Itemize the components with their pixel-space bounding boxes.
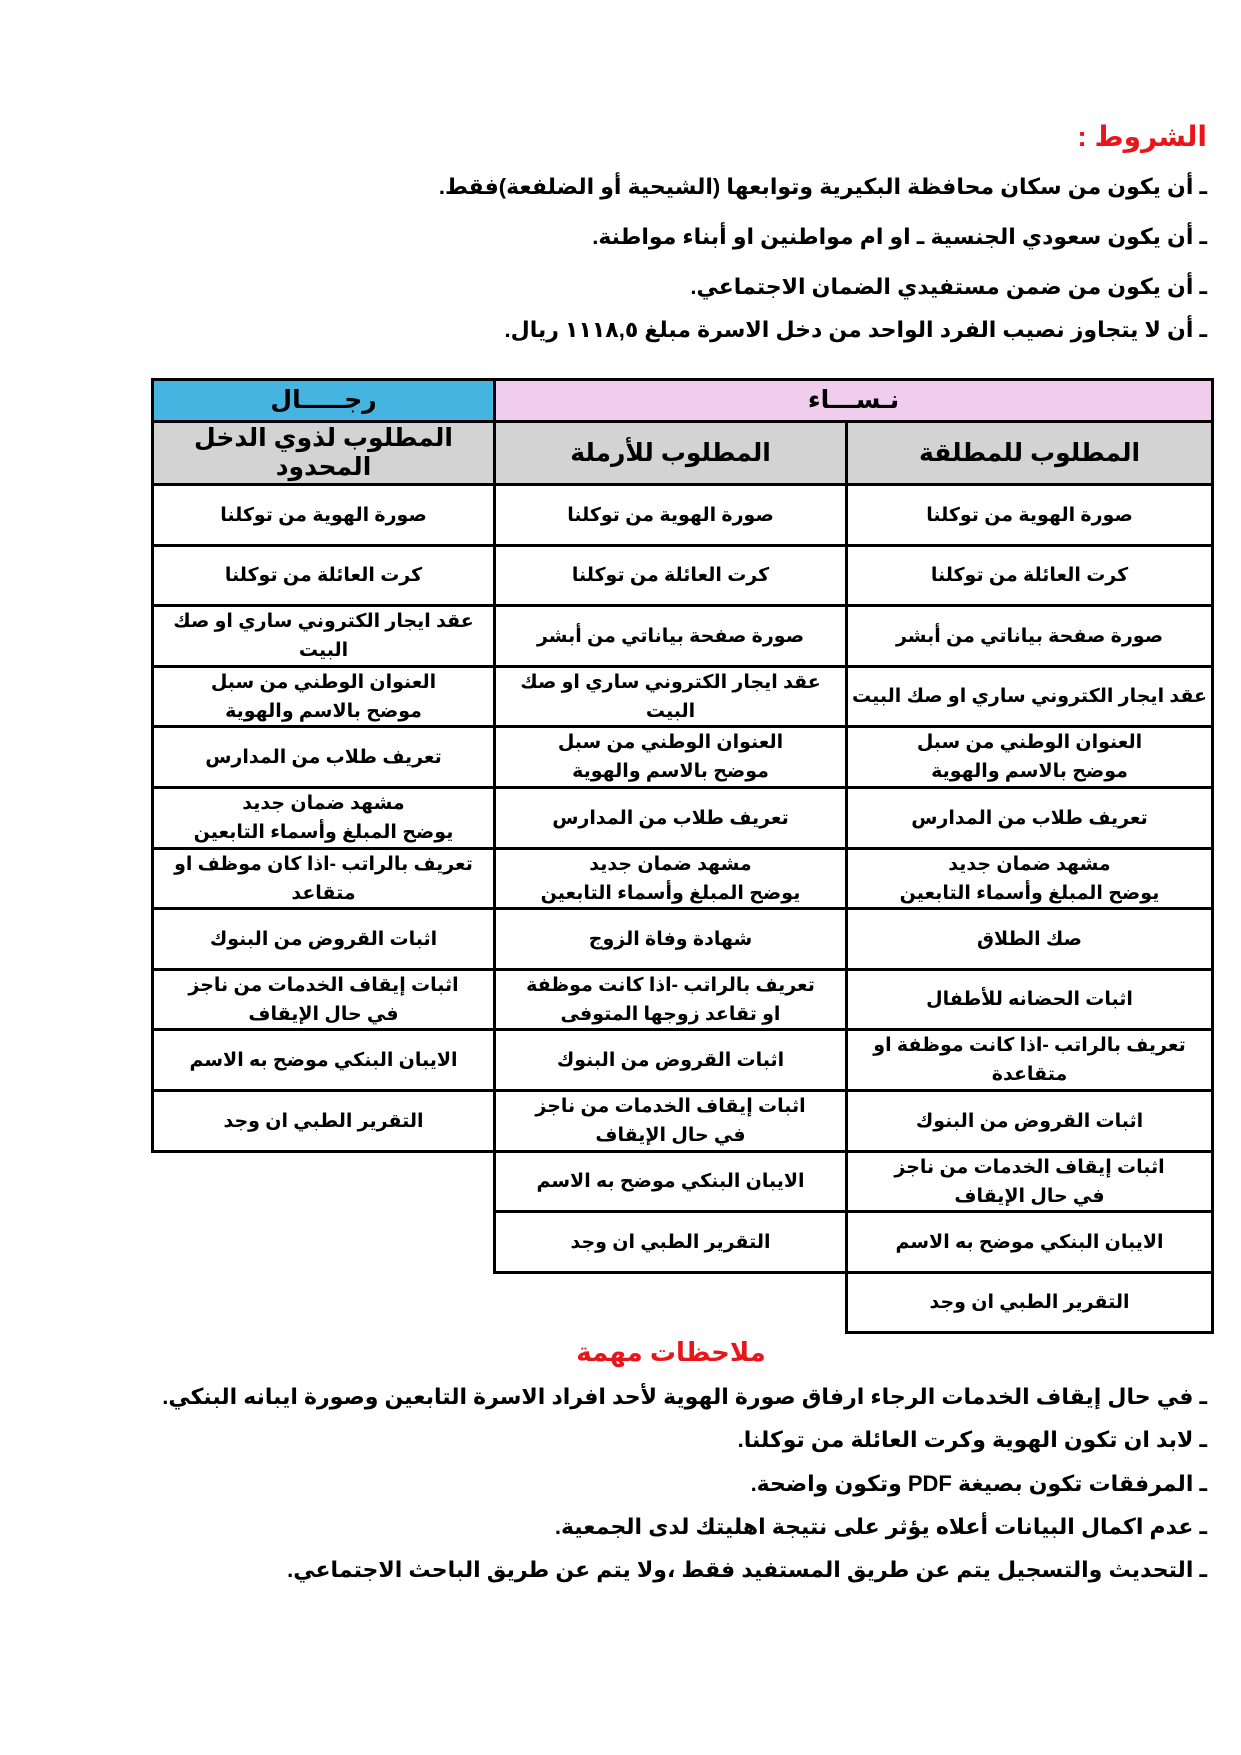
column-header: المطلوب للأرملة [493,420,848,486]
table-cell: الايبان البنكي موضح به الاسم [845,1210,1214,1274]
table-cell: العنوان الوطني من سبل موضح بالاسم والهوية [845,725,1214,789]
note-item: ـ في حال إيقاف الخدمات الرجاء ارفاق صورة الهوية لأحد افراد الاسرة التابعين وصورة ايبانه البنكي. [162,1384,1207,1409]
table-cell: تعريف طلاب من المدارس [845,786,1214,850]
table-cell: تعريف بالراتب -اذا كانت موظفة او متقاعدة [845,1028,1214,1092]
men-group-header: رجـــــال [151,378,496,423]
notes-title: ملاحظات مهمة [576,1337,766,1367]
column-header: المطلوب لذوي الدخل المحدود [151,420,496,486]
table-cell: شهادة وفاة الزوج [493,907,848,971]
table-cell: العنوان الوطني من سبل موضح بالاسم والهوية [151,665,496,728]
table-cell: عقد ايجار الكتروني ساري او صك البيت [493,665,848,728]
table-cell: التقرير الطبي ان وجد [151,1089,496,1153]
table-cell: كرت العائلة من توكلنا [845,544,1214,607]
table-cell: كرت العائلة من توكلنا [493,544,848,607]
table-cell: اثبات إيقاف الخدمات من ناجز في حال الإيقاف [845,1150,1214,1213]
table-cell: اثبات إيقاف الخدمات من ناجز في حال الإيقاف [493,1089,848,1153]
table-cell: التقرير الطبي ان وجد [845,1271,1214,1334]
table-cell: اثبات القروض من البنوك [845,1089,1214,1153]
table-cell: اثبات إيقاف الخدمات من ناجز في حال الإيقاف [151,968,496,1031]
table-cell: مشهد ضمان جديد يوضح المبلغ وأسماء التابعين [493,847,848,910]
table-cell: اثبات الحضانه للأطفال [845,968,1214,1031]
table-cell: عقد ايجار الكتروني ساري او صك البيت [151,604,496,668]
table-cell: عقد ايجار الكتروني ساري او صك البيت [845,665,1214,728]
table-cell: تعريف بالراتب -اذا كانت موظفة او تقاعد زوجها المتوفى [493,968,848,1031]
note-item: ـ التحديث والتسجيل يتم عن طريق المستفيد فقط ،ولا يتم عن طريق الباحث الاجتماعي. [287,1557,1207,1582]
condition-item: ـ أن يكون سعودي الجنسية ـ او ام مواطنين او أبناء مواطنة. [592,224,1207,249]
column-header: المطلوب للمطلقة [845,420,1214,486]
table-cell: تعريف بالراتب -اذا كان موظف او متقاعد [151,847,496,910]
table-cell: الايبان البنكي موضح به الاسم [151,1028,496,1092]
conditions-title: الشروط : [1077,121,1207,152]
table-cell: صورة الهوية من توكلنا [493,483,848,547]
table-cell: صورة صفحة بياناتي من أبشر [845,604,1214,668]
table-cell: مشهد ضمان جديد يوضح المبلغ وأسماء التابعين [845,847,1214,910]
table-cell: تعريف طلاب من المدارس [493,786,848,850]
table-cell: التقرير الطبي ان وجد [493,1210,848,1274]
table-cell: مشهد ضمان جديد يوضح المبلغ وأسماء التابعين [151,786,496,850]
table-cell: صك الطلاق [845,907,1214,971]
table-cell: صورة الهوية من توكلنا [151,483,496,547]
note-item: ـ المرفقات تكون بصيغة PDF وتكون واضحة. [750,1471,1207,1496]
table-cell: صورة صفحة بياناتي من أبشر [493,604,848,668]
table-cell: اثبات القروض من البنوك [151,907,496,971]
note-item: ـ عدم اكمال البيانات أعلاه يؤثر على نتيجة اهليتك لدى الجمعية. [554,1514,1207,1539]
condition-item: ـ أن لا يتجاوز نصيب الفرد الواحد من دخل الاسرة مبلغ ١١١٨,٥ ريال. [504,317,1207,342]
table-cell: تعريف طلاب من المدارس [151,725,496,789]
table-cell: اثبات القروض من البنوك [493,1028,848,1092]
note-item: ـ لابد ان تكون الهوية وكرت العائلة من توكلنا. [737,1427,1207,1452]
table-cell: العنوان الوطني من سبل موضح بالاسم والهوية [493,725,848,789]
condition-item: ـ أن يكون من سكان محافظة البكيرية وتوابعها (الشيحية أو الضلفعة)فقط. [438,174,1207,199]
condition-item: ـ أن يكون من ضمن مستفيدي الضمان الاجتماعي. [690,274,1207,299]
table-cell: صورة الهوية من توكلنا [845,483,1214,547]
table-cell: الايبان البنكي موضح به الاسم [493,1150,848,1213]
women-group-header: نـســـاء [493,378,1214,423]
table-cell: كرت العائلة من توكلنا [151,544,496,607]
